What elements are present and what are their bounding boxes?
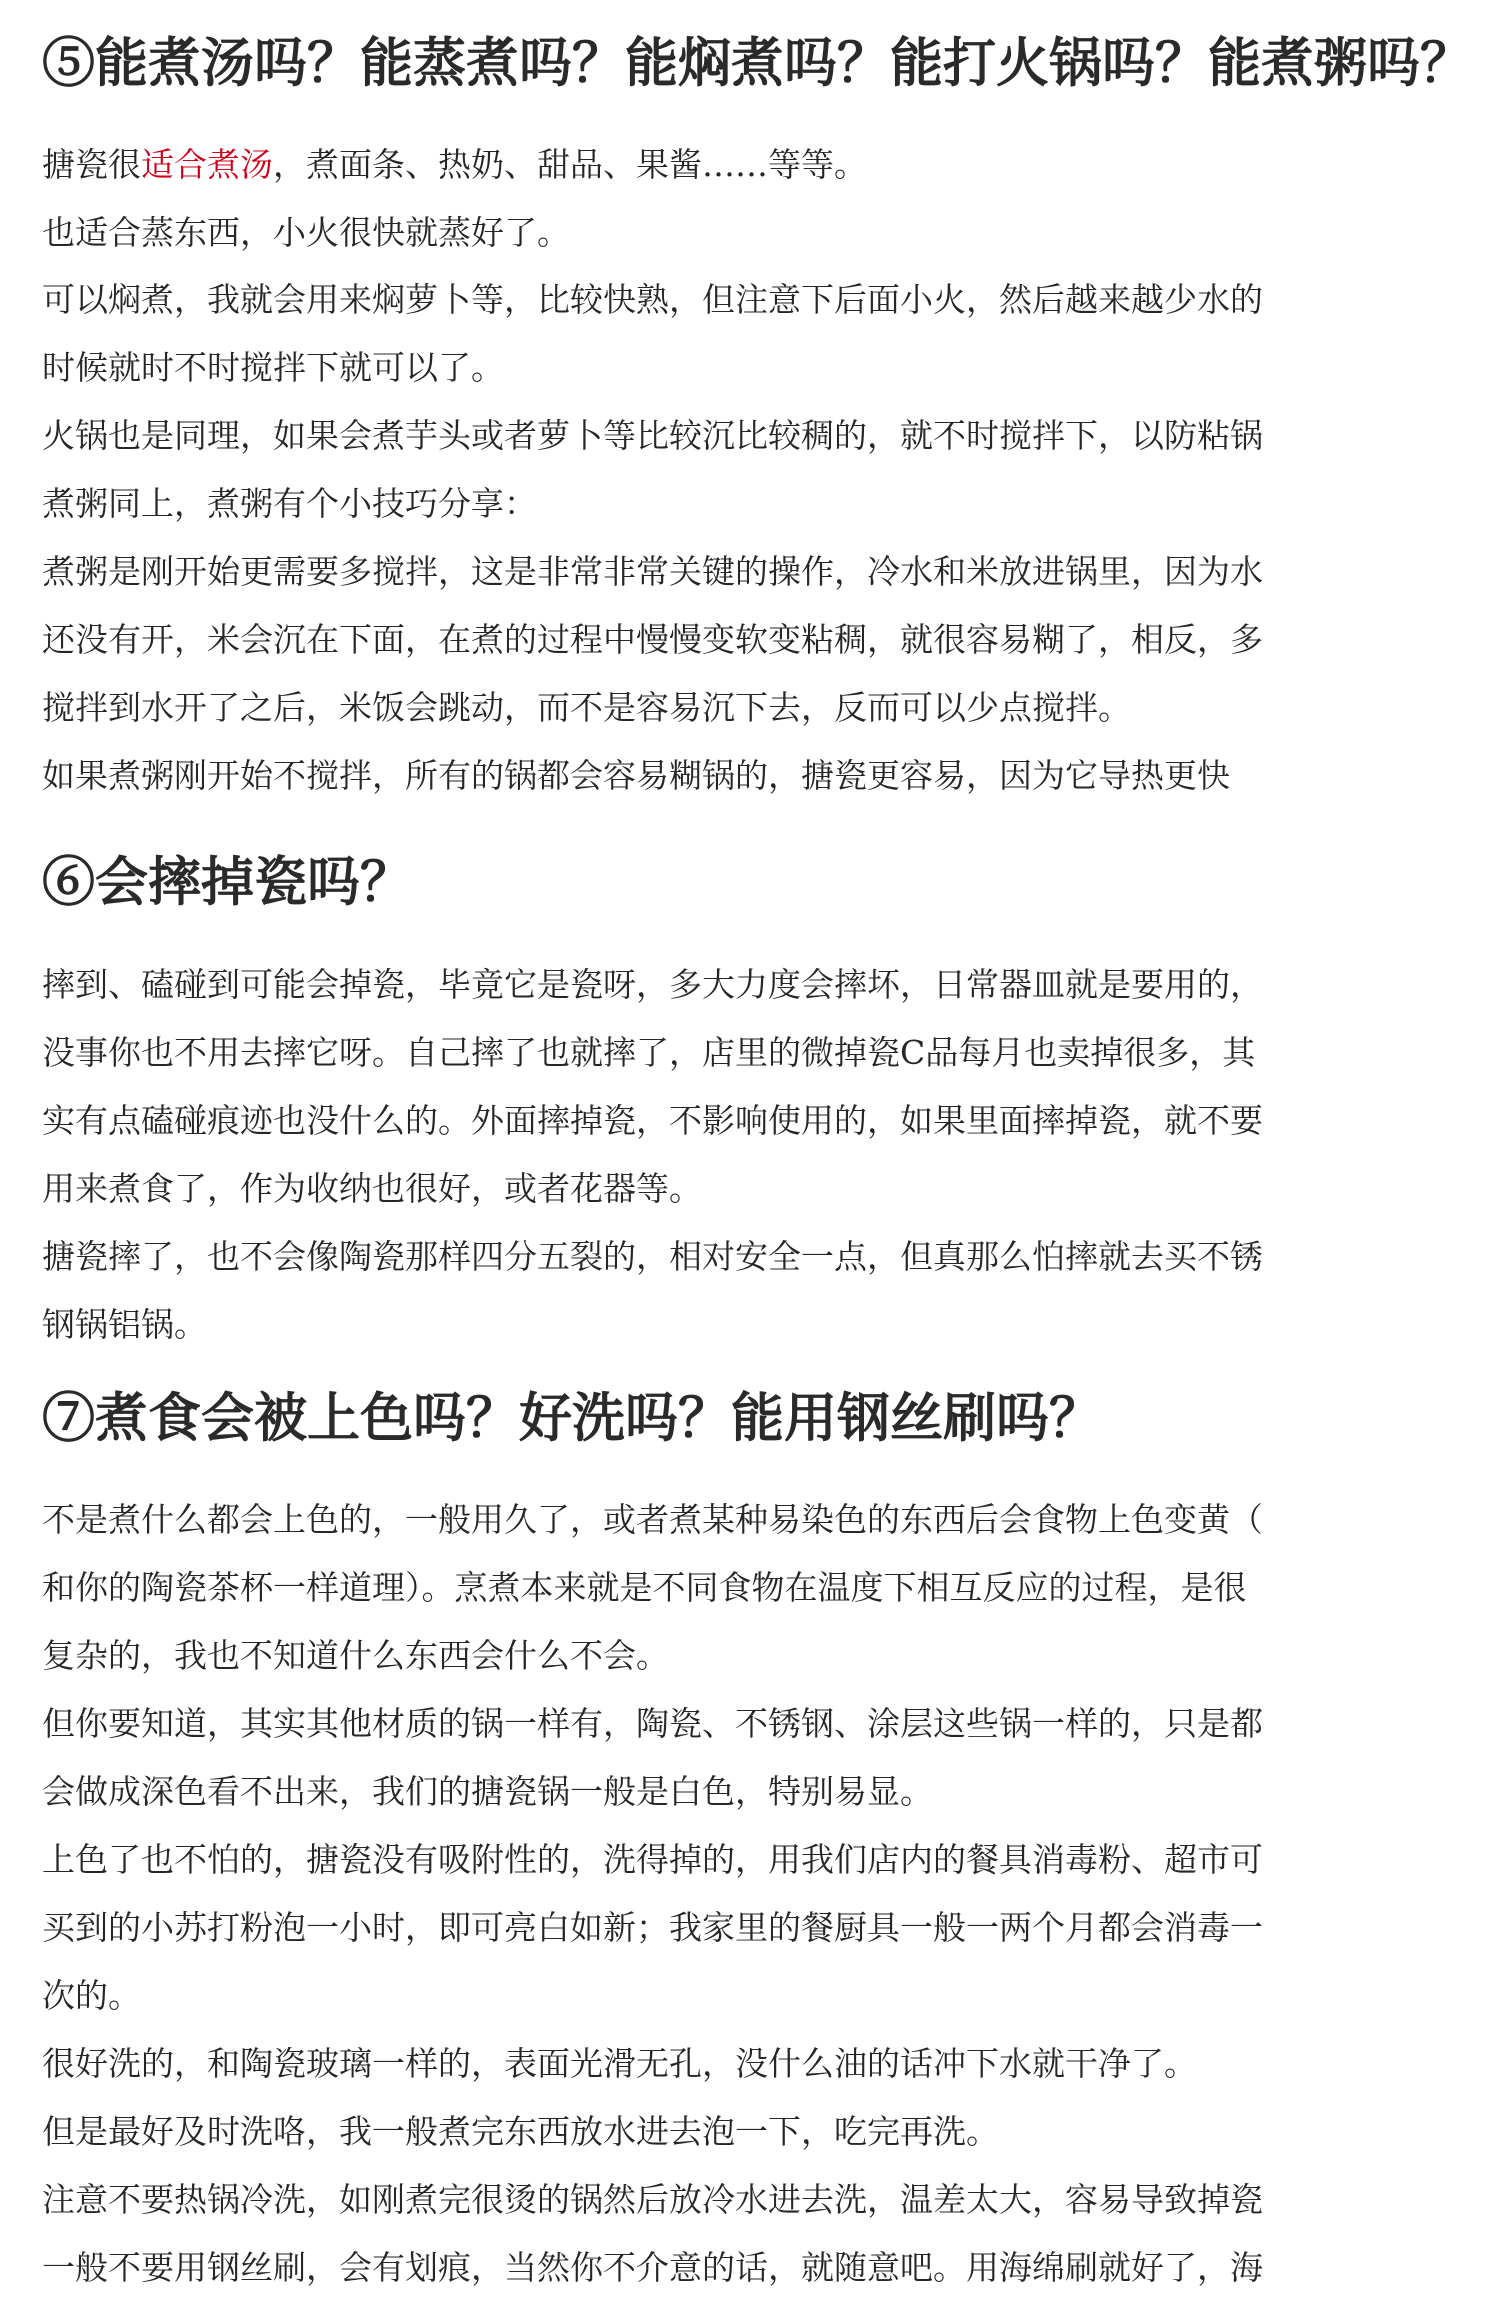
- text-line: 时候就时不时搅拌下就可以了。: [42, 348, 504, 387]
- section-6-heading: ⑥会摔掉瓷吗？: [42, 851, 413, 913]
- text-line: 火锅也是同理，如果会煮芋头或者萝卜等比较沉比较稠的，就不时搅拌下，以防粘锅: [42, 416, 1263, 455]
- section-7-paragraph-cleaning: [42, 1826, 1457, 2030]
- text-line: 还没有开，米会沉在下面，在煮的过程中慢慢变软变粘稠，就很容易糊了，相反，多: [42, 620, 1263, 659]
- text-line: 不是煮什么都会上色的，一般用久了，或者煮某种易染色的东西后会食物上色变黄（: [42, 1500, 1263, 1539]
- section-7-heading: ⑦煮食会被上色吗？好洗吗？能用钢丝刷吗？: [42, 1387, 1102, 1449]
- section-7-paragraph-easy-wash: [42, 2030, 1457, 2098]
- text-line: 但是最好及时洗咯，我一般煮完东西放水进去泡一下，吃完再洗。: [42, 2112, 999, 2151]
- section-7-paragraph-staining: [42, 1486, 1457, 1690]
- section-5-paragraph-porridge-tip: [42, 538, 1457, 742]
- section-5-paragraph-porridge-warning: [42, 742, 1457, 810]
- text-line: 但你要知道，其实其他材质的锅一样有，陶瓷、不锈钢、涂层这些锅一样的，只是都: [42, 1704, 1263, 1743]
- highlighted-text: 适合煮汤: [141, 145, 273, 184]
- text-line: 用来煮食了，作为收纳也很好，或者花器等。: [42, 1169, 702, 1208]
- text-line: 上色了也不怕的，搪瓷没有吸附性的，洗得掉的，用我们店内的餐具消毒粉、超市可: [42, 1840, 1263, 1879]
- text-line: 会做成深色看不出来，我们的搪瓷锅一般是白色，特别易显。: [42, 1772, 933, 1811]
- text-line: 钢锅铝锅。: [42, 1305, 207, 1344]
- text-line: 搅拌到水开了之后，米饭会跳动，而不是容易沉下去，反而可以少点搅拌。: [42, 688, 1131, 727]
- section-7-paragraph-wash-promptly: [42, 2098, 1457, 2166]
- text-run: 搪瓷很: [42, 145, 141, 184]
- section-6-paragraph-chipping: [42, 951, 1457, 1223]
- text-line: 次的。: [42, 1976, 141, 2015]
- text-line: [42, 131, 1457, 199]
- section-5-paragraph-soup: [42, 131, 1457, 199]
- text-run: ，煮面条、热奶、甜品、果酱……等等。: [273, 145, 867, 184]
- text-line: 注意不要热锅冷洗，如刚煮完很烫的锅然后放冷水进去洗，温差太大，容易导致掉瓷: [42, 2180, 1263, 2219]
- section-5-heading: ⑤能煮汤吗？能蒸煮吗？能焖煮吗？能打火锅吗？能煮粥吗？: [42, 32, 1473, 94]
- text-line: 实有点磕碰痕迹也没什么的。外面摔掉瓷，不影响使用的，如果里面摔掉瓷，就不要: [42, 1101, 1263, 1140]
- section-7-paragraph-steel-wool: [42, 2234, 1457, 2296]
- text-line: 复杂的，我也不知道什么东西会什么不会。: [42, 1636, 669, 1675]
- text-line: 很好洗的，和陶瓷玻璃一样的，表面光滑无孔，没什么油的话冲下水就干净了。: [42, 2044, 1197, 2083]
- text-line: 摔到、磕碰到可能会掉瓷，毕竟它是瓷呀，多大力度会摔坏，日常器皿就是要用的，: [42, 965, 1263, 1004]
- text-line: 煮粥同上，煮粥有个小技巧分享：: [42, 484, 537, 523]
- text-line: 煮粥是刚开始更需要多搅拌，这是非常非常关键的操作，冷水和米放进锅里，因为水: [42, 552, 1263, 591]
- text-line: 如果煮粥刚开始不搅拌，所有的锅都会容易糊锅的，搪瓷更容易，因为它导热更快: [42, 756, 1230, 795]
- text-line: 也适合蒸东西，小火很快就蒸好了。: [42, 213, 570, 252]
- text-line: 没事你也不用去摔它呀。自己摔了也就摔了，店里的微掉瓷C品每月也卖掉很多，其: [42, 1033, 1256, 1072]
- text-line: 可以焖煮，我就会用来焖萝卜等，比较快熟，但注意下后面小火，然后越来越少水的: [42, 280, 1263, 319]
- section-5-paragraph-steam: [42, 199, 1457, 267]
- section-7-paragraph-thermal-shock: [42, 2166, 1457, 2234]
- section-5-paragraph-hotpot: [42, 402, 1457, 470]
- section-7-paragraph-other-materials: [42, 1690, 1457, 1826]
- text-line: 搪瓷摔了，也不会像陶瓷那样四分五裂的，相对安全一点，但真那么怕摔就去买不锈: [42, 1237, 1263, 1276]
- text-line: 买到的小苏打粉泡一小时，即可亮白如新；我家里的餐厨具一般一两个月都会消毒一: [42, 1908, 1263, 1947]
- section-5-paragraph-porridge-intro: [42, 470, 1457, 538]
- section-5-paragraph-braise: [42, 266, 1457, 402]
- section-6-paragraph-safety: [42, 1223, 1457, 1359]
- text-line: 一般不要用钢丝刷，会有划痕，当然你不介意的话，就随意吧。用海绵刷就好了，海: [42, 2248, 1263, 2287]
- text-line: 和你的陶瓷茶杯一样道理）。烹煮本来就是不同食物在温度下相互反应的过程，是很: [42, 1568, 1247, 1607]
